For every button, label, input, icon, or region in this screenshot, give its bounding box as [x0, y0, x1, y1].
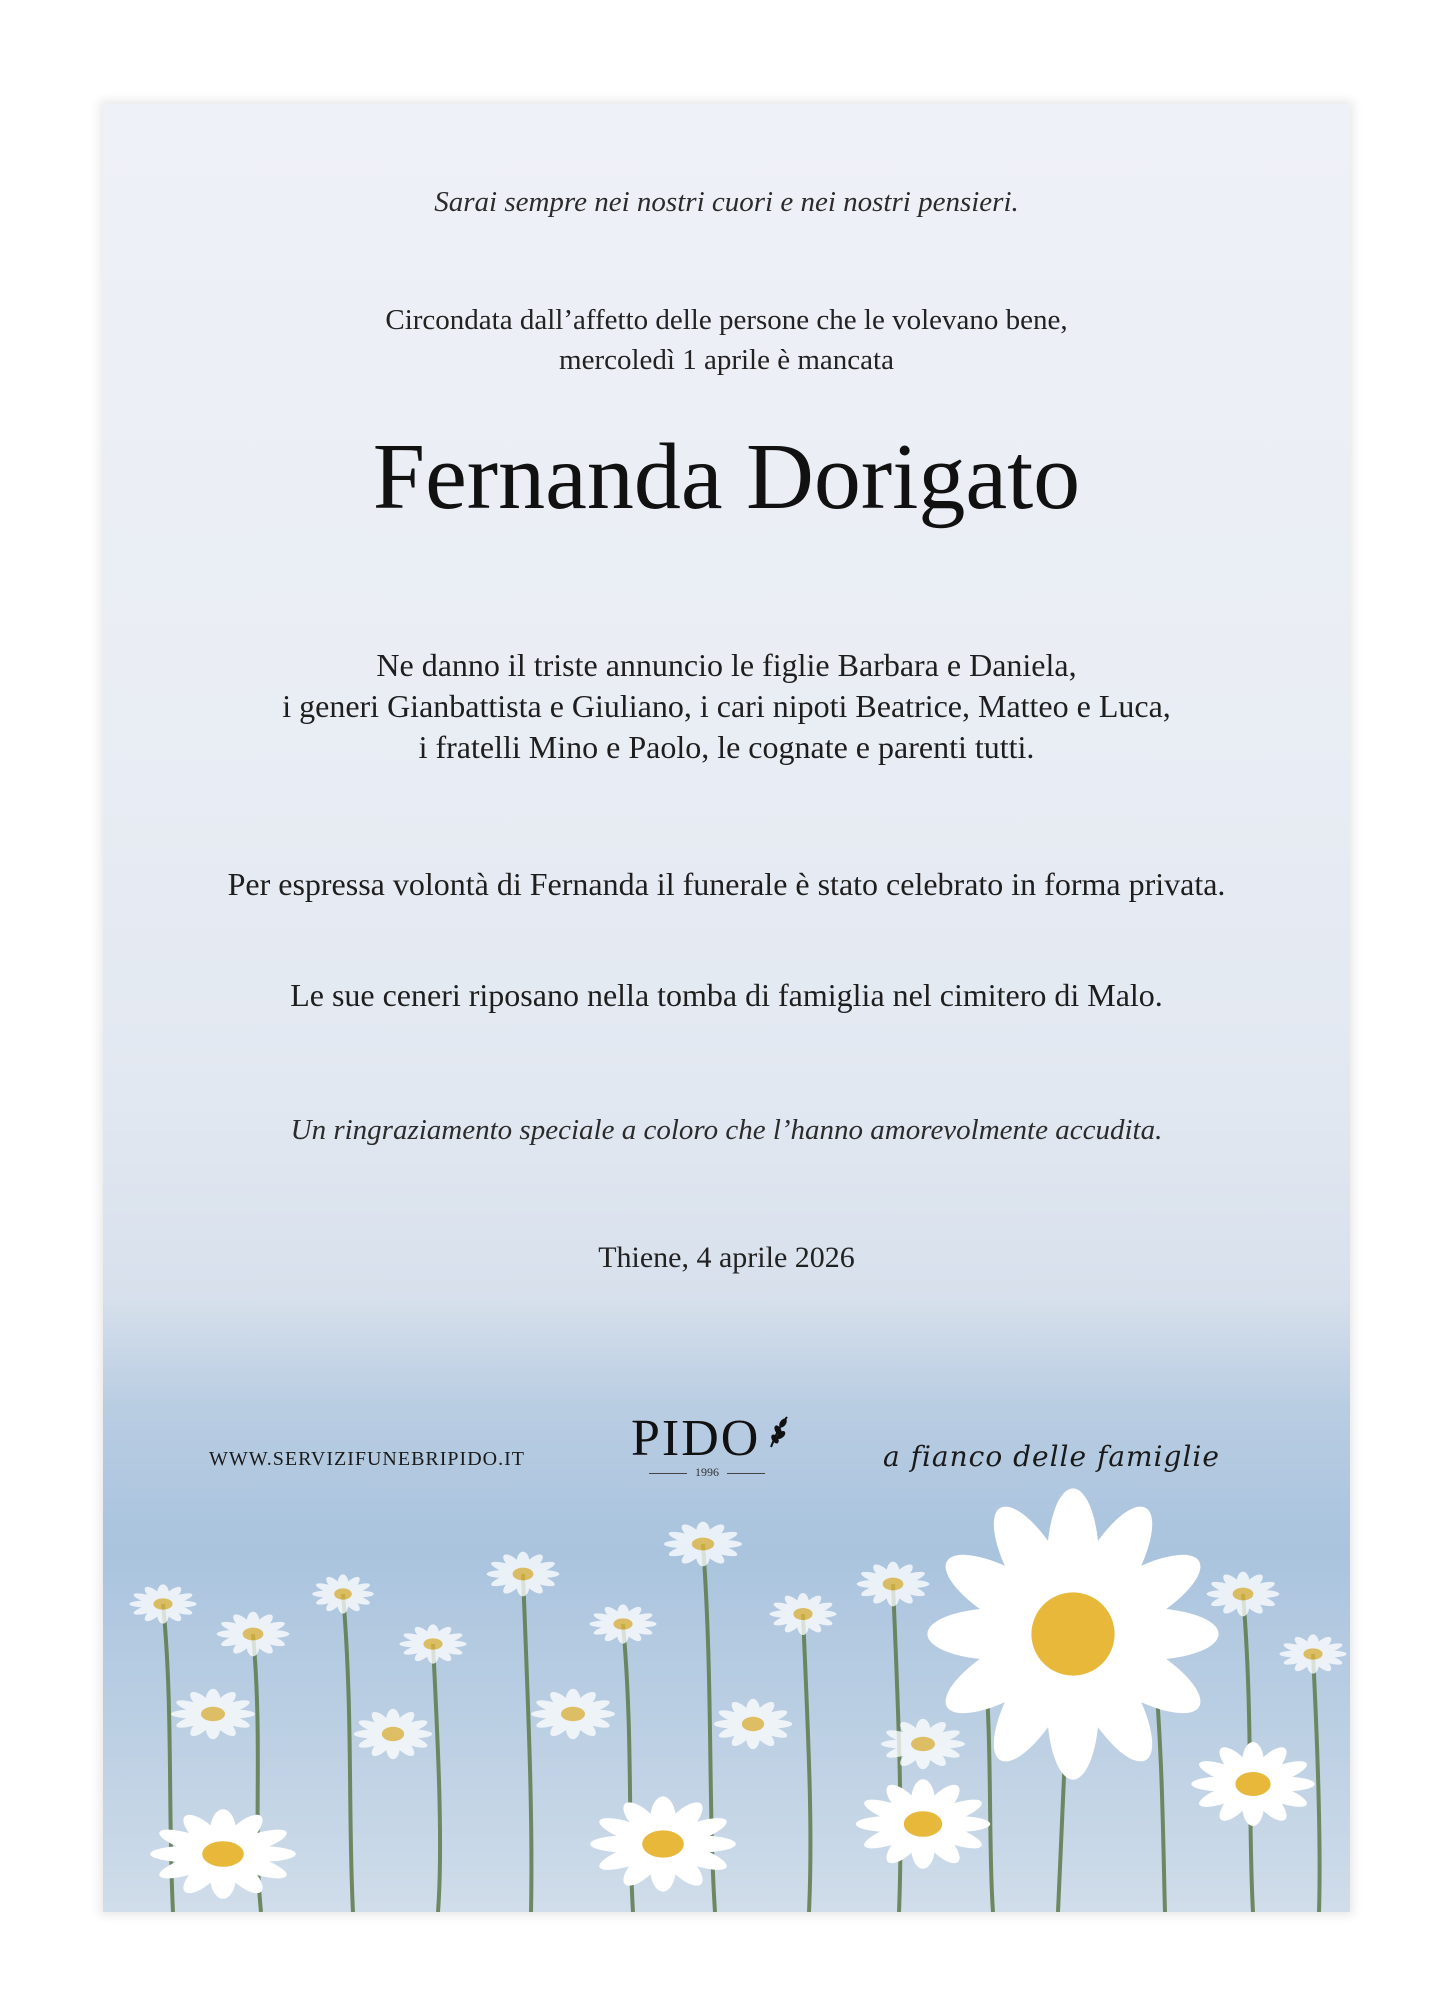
- announcement-line: i fratelli Mino e Paolo, le cognate e parenti tutti.: [418, 729, 1035, 765]
- intro-text: [103, 300, 1350, 380]
- intro-line: Circondata dall’affetto delle persone che le volevano bene,: [385, 304, 1068, 336]
- logo-wordmark: PIDO: [631, 1410, 761, 1467]
- funeral-note: Per espressa volontà di Fernanda il funerale è stato celebrato in forma privata.: [227, 866, 1226, 902]
- website-link[interactable]: WWW.SERVIZIFUNEBRIPIDO.IT: [209, 1448, 525, 1470]
- dove-leaf-icon: [767, 1415, 791, 1454]
- announcement-line: Ne danno il triste annuncio le figlie Barbara e Daniela,: [376, 647, 1077, 683]
- memorial-quote: Sarai sempre nei nostri cuori e nei nostri pensieri.: [434, 186, 1019, 218]
- daisy-field-image: [103, 1484, 1350, 1912]
- obituary-card: [103, 104, 1350, 1912]
- tagline: a fianco delle famiglie: [883, 1440, 1220, 1473]
- place-date: Thiene, 4 aprile 2026: [598, 1241, 855, 1274]
- thanks-note: Un ringraziamento speciale a coloro che l’hanno amorevolmente accudita.: [290, 1114, 1163, 1146]
- deceased-name: Fernanda Dorigato: [372, 425, 1081, 529]
- announcement-text: [103, 645, 1350, 768]
- announcement-line: i generi Gianbattista e Giuliano, i cari nipoti Beatrice, Matteo e Luca,: [282, 688, 1171, 724]
- intro-line: mercoledì 1 aprile è mancata: [559, 344, 894, 376]
- pido-logo: [631, 1409, 791, 1489]
- logo-year: 1996: [637, 1465, 777, 1480]
- ashes-note: Le sue ceneri riposano nella tomba di famiglia nel cimitero di Malo.: [290, 977, 1163, 1013]
